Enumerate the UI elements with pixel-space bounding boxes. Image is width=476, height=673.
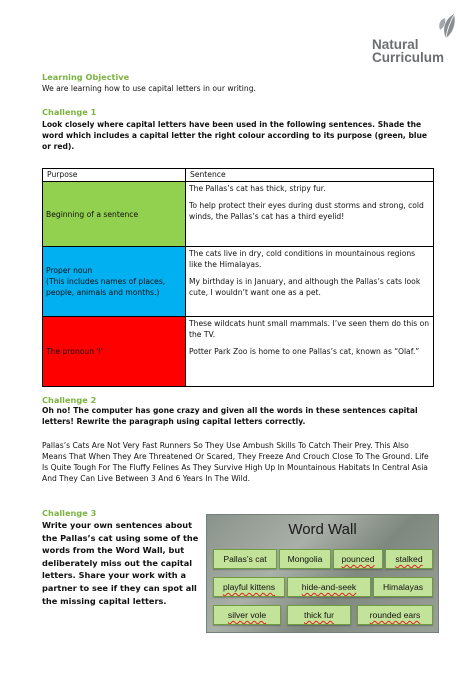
word-chip[interactable]: hide-and-seek (287, 577, 371, 597)
purpose-label: The pronoun 'I' (46, 347, 103, 356)
logo-line1: Natural (372, 37, 419, 52)
word-wall (206, 514, 439, 633)
table-row (43, 247, 434, 317)
challenge1-heading: Challenge 1 (42, 107, 97, 117)
sentence-cell (186, 182, 434, 247)
word-wall-title: Word Wall (288, 521, 357, 538)
sentence-4[interactable]: My birthday is in January, and although the Pallas’s cats look cute, I wouldn’t want one as a pet. (189, 277, 421, 297)
word-chip[interactable]: stalked (385, 549, 433, 569)
table-row (43, 182, 434, 247)
table-header-row (43, 169, 434, 182)
challenge3-instructions: Write your own sentences about the Pallas’s cat using some of the words from the Word Wall, but deliberately miss out the capital letters. Share your work with a partner to see if they can spot all the missing capital letters. (42, 520, 199, 606)
word-chip[interactable]: thick fur (287, 605, 351, 625)
sentence-cell (186, 317, 434, 387)
word-chip[interactable]: rounded ears (357, 605, 433, 625)
purpose-label: Beginning of a sentence (46, 209, 139, 219)
challenge2-instructions: Oh no! The computer has gone crazy and given all the words in these sentences capital letters! Rewrite the paragraph using capital letters correctly. (42, 406, 418, 426)
logo-line2: Curriculum (372, 50, 445, 65)
sentence-3[interactable]: The cats live in dry, cold conditions in mountainous regions like the Himalayas. (189, 249, 416, 269)
purpose-label: Proper noun (This includes names of places, people, animals and months.) (46, 266, 166, 297)
purpose-header: Purpose (43, 169, 186, 182)
objective-heading: Learning Objective (42, 72, 130, 82)
natural-curriculum-logo (372, 10, 472, 66)
sentence-5[interactable]: These wildcats hunt small mammals. I’ve seen them do this on the TV. (189, 319, 430, 339)
leaf-icon (432, 12, 462, 40)
word-chip[interactable]: Pallas’s cat (213, 549, 277, 569)
challenge2-heading: Challenge 2 (42, 395, 97, 405)
challenge3-heading: Challenge 3 (42, 508, 97, 518)
purpose-pronoun-cell (43, 317, 186, 387)
sentence-6[interactable]: Potter Park Zoo is home to one Pallas’s cat, known as “Olaf.” (189, 347, 420, 356)
table-row (43, 317, 434, 387)
challenge1-instructions: Look closely where capital letters have been used in the following sentences. Shade the word which includes a capital letter the right colour according to its purpose (green, blue or red). (42, 120, 428, 151)
word-chip[interactable]: Himalayas (373, 577, 433, 597)
purpose-sentence-table (42, 168, 434, 387)
word-chip[interactable]: Mongolia (279, 549, 331, 569)
sentence-header: Sentence (186, 169, 434, 182)
word-chip[interactable]: pounced (333, 549, 383, 569)
sentence-1[interactable]: The Pallas’s cat has thick, stripy fur. (189, 184, 326, 193)
objective-text: We are learning how to use capital letters in our writing. (42, 84, 256, 93)
logo-text (372, 38, 444, 64)
purpose-proper-noun-cell (43, 247, 186, 317)
sentence-cell (186, 247, 434, 317)
word-chip[interactable]: silver vole (213, 605, 281, 625)
purpose-beginning-cell (43, 182, 186, 247)
word-chip[interactable]: playful kittens (213, 577, 285, 597)
challenge2-paragraph: Pallas’s Cats Are Not Very Fast Runners So They Use Ambush Skills To Catch Their Prey. This Also Means That When They Are Threatened Or Scared, They Freeze And Crouch Close To The Ground. Life Is Quite Tough For The Fluffy Felines As They Survive High Up In Mountainous Habitats In Central Asia And They Can Live Between 3 And 6 Years In The Wild. (42, 441, 429, 483)
sentence-2[interactable]: To help protect their eyes during dust storms and strong, cold winds, the Pallas’s cat has a third eyelid! (189, 201, 424, 221)
